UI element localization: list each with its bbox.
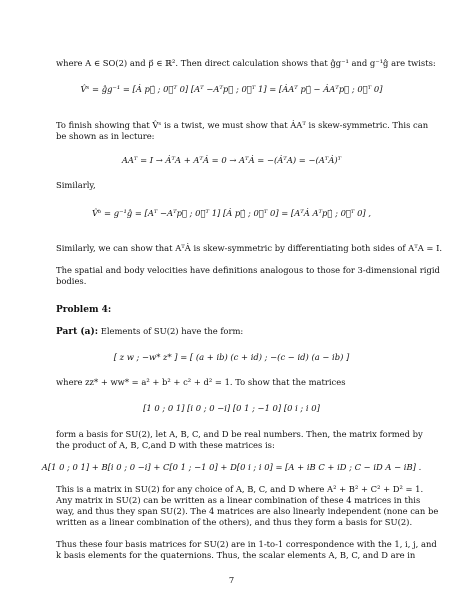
intro-sentence: where A ∈ SO(2) and p⃗ ∈ ℝ². Then direct calculation shows that ĝg⁻¹ and g⁻¹ĝ are twists:: [56, 58, 436, 68]
paragraph-body-skew: Similarly, we can show that AᵀȦ is skew-symmetric by differentiating both sides of AᵀA = I.: [56, 243, 443, 253]
page-number: 7: [228, 575, 235, 585]
part-a-label: Part (a):: [56, 327, 99, 337]
paragraph-quaternion-1: Thus these four basis matrices for SU(2) are in 1-to-1 correspondence with the 1, i, j, and: [56, 539, 437, 549]
part-a-text: Elements of SU(2) have the form:: [98, 326, 244, 336]
equation-su2-form: [ z w ; −w* z* ] = [ (a + ib) (c + id) ; −(c − id) (a − ib) ]: [113, 352, 350, 362]
paragraph-analogous-2: bodies.: [56, 276, 87, 286]
paragraph-quaternion-2: k basis elements for the quaternions. Thus, the scalar elements A, B, C, and D are in: [56, 550, 416, 560]
similarly-label: Similarly,: [56, 180, 96, 190]
paragraph-analogous-1: The spatial and body velocities have definitions analogous to those for 3-dimensional rigid: [56, 265, 440, 275]
paragraph-where-constraint: where zz* + ww* = a² + b² + c² + d² = 1. To show that the matrices: [56, 377, 346, 387]
paragraph-span-4: written as a linear combination of the others), and thus they form a basis for SU(2).: [56, 517, 413, 527]
equation-derivation: AAᵀ = I → ȦᵀA + AᵀȦ = 0 → AᵀȦ = −(ȦᵀA) = −(AᵀȦ)ᵀ: [121, 155, 342, 165]
equation-body-velocity: V̂ᵇ = g⁻¹ĝ = [Aᵀ −Aᵀp⃗ ; 0⃗ᵀ 1] [Ȧ p⃗̇ ; 0⃗ᵀ 0] = [AᵀȦ Aᵀp⃗̇ ; 0⃗ᵀ 0] ,: [91, 208, 372, 218]
paragraph-skew-2: be shown as in lecture:: [56, 131, 155, 141]
paragraph-basis-1: form a basis for SU(2), let A, B, C, and D be real numbers. Then, the matrix formed by: [56, 429, 423, 439]
part-a-line: [56, 326, 408, 337]
paragraph-skew-1: To finish showing that V̂ˢ is a twist, we must show that ȦAᵀ is skew-symmetric. This can: [56, 120, 429, 130]
paragraph-basis-2: the product of A, B, C,and D with these matrices is:: [56, 440, 275, 450]
paragraph-span-3: way, and thus they span SU(2). The 4 matrices are also linearly independent (none can be: [56, 506, 439, 516]
equation-linear-combination: A[1 0 ; 0 1] + B[i 0 ; 0 −i] + C[0 1 ; −1 0] + D[0 i ; i 0] = [A + iB C + iD ; C − iD A − iB] .: [41, 462, 422, 472]
problem-heading: Problem 4:: [56, 305, 112, 315]
equation-basis-matrices: [1 0 ; 0 1] [i 0 ; 0 −i] [0 1 ; −1 0] [0 i ; i 0]: [143, 403, 320, 413]
paragraph-span-2: Any matrix in SU(2) can be written as a linear combination of these 4 matrices in this: [56, 495, 421, 505]
paragraph-span-1: This is a matrix in SU(2) for any choice of A, B, C, and D where A² + B² + C² + D² = 1.: [56, 484, 424, 494]
equation-spatial-velocity: V̂ˢ = ĝg⁻¹ = [Ȧ p⃗̇ ; 0⃗ᵀ 0] [Aᵀ −Aᵀp⃗ ; 0⃗ᵀ 1] = [ȦAᵀ p⃗̇ − ȦAᵀp⃗ ; 0⃗ᵀ 0]: [80, 84, 383, 94]
